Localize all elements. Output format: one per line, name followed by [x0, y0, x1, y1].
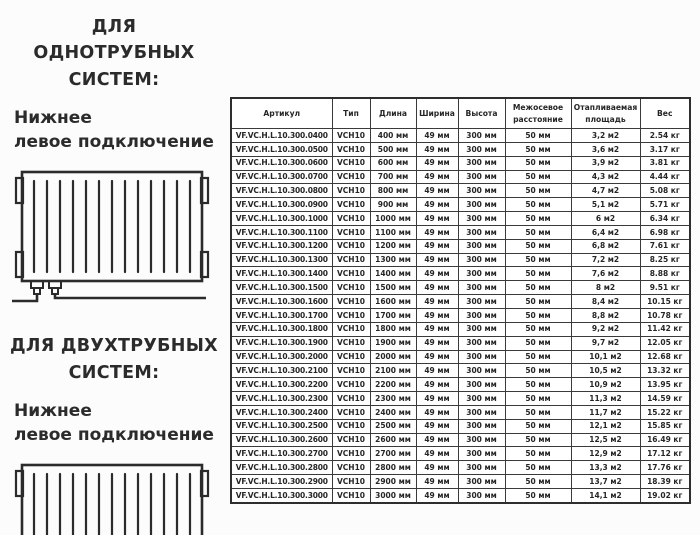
cell-type: VCH10: [332, 184, 370, 198]
cell-heated_area: 6,4 м2: [571, 225, 640, 239]
cell-length: 500 мм: [370, 142, 416, 156]
spec-table: [230, 97, 691, 504]
table-row: [231, 308, 690, 322]
table-row: [231, 350, 690, 364]
cell-weight: 3.81 кг: [640, 156, 690, 170]
cell-axis_distance: 50 мм: [505, 212, 571, 226]
cell-width: 49 мм: [416, 129, 458, 143]
cell-axis_distance: 50 мм: [505, 488, 571, 502]
cell-article: VF.VC.H.L.10.300.1600: [231, 295, 332, 309]
cell-height: 300 мм: [458, 142, 505, 156]
cell-width: 49 мм: [416, 405, 458, 419]
left-panel: [8, 10, 220, 535]
cell-length: 2400 мм: [370, 405, 416, 419]
single-pipe-diagram-wrap: [10, 160, 220, 307]
cell-article: VF.VC.H.L.10.300.1400: [231, 267, 332, 281]
cell-length: 1900 мм: [370, 336, 416, 350]
cell-type: VCH10: [332, 336, 370, 350]
cell-width: 49 мм: [416, 253, 458, 267]
cell-type: VCH10: [332, 267, 370, 281]
cell-weight: 7.61 кг: [640, 239, 690, 253]
cell-axis_distance: 50 мм: [505, 170, 571, 184]
cell-type: VCH10: [332, 433, 370, 447]
cell-type: VCH10: [332, 170, 370, 184]
cell-axis_distance: 50 мм: [505, 142, 571, 156]
cell-width: 49 мм: [416, 225, 458, 239]
cell-type: VCH10: [332, 461, 370, 475]
cell-length: 1700 мм: [370, 308, 416, 322]
cell-heated_area: 13,7 м2: [571, 475, 640, 489]
cell-height: 300 мм: [458, 253, 505, 267]
cell-axis_distance: 50 мм: [505, 253, 571, 267]
cell-axis_distance: 50 мм: [505, 322, 571, 336]
cell-width: 49 мм: [416, 378, 458, 392]
cell-length: 1300 мм: [370, 253, 416, 267]
cell-axis_distance: 50 мм: [505, 405, 571, 419]
cell-weight: 6.34 кг: [640, 212, 690, 226]
cell-type: VCH10: [332, 308, 370, 322]
cell-width: 49 мм: [416, 461, 458, 475]
cell-weight: 12.68 кг: [640, 350, 690, 364]
column-header-height: Высота: [458, 98, 505, 129]
cell-weight: 8.88 кг: [640, 267, 690, 281]
cell-weight: 15.22 кг: [640, 405, 690, 419]
cell-weight: 10.78 кг: [640, 308, 690, 322]
table-row: [231, 184, 690, 198]
two-pipe-radiator-diagram: [10, 453, 216, 535]
cell-length: 2700 мм: [370, 447, 416, 461]
cell-height: 300 мм: [458, 212, 505, 226]
cell-type: VCH10: [332, 392, 370, 406]
cell-type: VCH10: [332, 253, 370, 267]
cell-axis_distance: 50 мм: [505, 239, 571, 253]
cell-length: 1100 мм: [370, 225, 416, 239]
table-row: [231, 225, 690, 239]
cell-heated_area: 8 м2: [571, 281, 640, 295]
cell-heated_area: 4,7 м2: [571, 184, 640, 198]
cell-weight: 3.17 кг: [640, 142, 690, 156]
cell-height: 300 мм: [458, 405, 505, 419]
cell-heated_area: 6 м2: [571, 212, 640, 226]
cell-length: 2500 мм: [370, 419, 416, 433]
subheading-line: Нижнее: [14, 400, 92, 421]
cell-article: VF.VC.H.L.10.300.1800: [231, 322, 332, 336]
cell-article: VF.VC.H.L.10.300.0500: [231, 142, 332, 156]
cell-width: 49 мм: [416, 142, 458, 156]
cell-length: 2200 мм: [370, 378, 416, 392]
cell-heated_area: 3,9 м2: [571, 156, 640, 170]
cell-width: 49 мм: [416, 322, 458, 336]
cell-width: 49 мм: [416, 281, 458, 295]
cell-heated_area: 12,1 м2: [571, 419, 640, 433]
cell-axis_distance: 50 мм: [505, 461, 571, 475]
cell-axis_distance: 50 мм: [505, 419, 571, 433]
table-row: [231, 475, 690, 489]
table-row: [231, 322, 690, 336]
table-row: [231, 212, 690, 226]
cell-article: VF.VC.H.L.10.300.0700: [231, 170, 332, 184]
cell-type: VCH10: [332, 488, 370, 502]
table-row: [231, 295, 690, 309]
cell-height: 300 мм: [458, 184, 505, 198]
cell-axis_distance: 50 мм: [505, 281, 571, 295]
cell-height: 300 мм: [458, 156, 505, 170]
cell-article: VF.VC.H.L.10.300.2300: [231, 392, 332, 406]
cell-weight: 18.39 кг: [640, 475, 690, 489]
cell-height: 300 мм: [458, 129, 505, 143]
column-header-length: Длина: [370, 98, 416, 129]
cell-weight: 5.08 кг: [640, 184, 690, 198]
cell-width: 49 мм: [416, 267, 458, 281]
cell-type: VCH10: [332, 212, 370, 226]
cell-type: VCH10: [332, 281, 370, 295]
heading-line: ДЛЯ ДВУХТРУБНЫХ: [10, 336, 218, 357]
cell-length: 2900 мм: [370, 475, 416, 489]
heading-line: СИСТЕМ:: [68, 69, 160, 90]
spec-table-head: [231, 98, 690, 129]
heading-line: ДЛЯ ОДНОТРУБНЫХ: [33, 17, 195, 64]
cell-heated_area: 4,3 м2: [571, 170, 640, 184]
table-row: [231, 267, 690, 281]
cell-heated_area: 9,7 м2: [571, 336, 640, 350]
cell-article: VF.VC.H.L.10.300.2400: [231, 405, 332, 419]
cell-height: 300 мм: [458, 225, 505, 239]
cell-article: VF.VC.H.L.10.300.1000: [231, 212, 332, 226]
table-row: [231, 488, 690, 502]
spec-table-header-row: [231, 98, 690, 129]
cell-heated_area: 14,1 м2: [571, 488, 640, 502]
cell-axis_distance: 50 мм: [505, 184, 571, 198]
table-row: [231, 198, 690, 212]
cell-axis_distance: 50 мм: [505, 378, 571, 392]
cell-weight: 8.25 кг: [640, 253, 690, 267]
cell-axis_distance: 50 мм: [505, 295, 571, 309]
cell-length: 2800 мм: [370, 461, 416, 475]
cell-weight: 14.59 кг: [640, 392, 690, 406]
cell-weight: 15.85 кг: [640, 419, 690, 433]
cell-type: VCH10: [332, 447, 370, 461]
table-row: [231, 281, 690, 295]
two-pipe-section: [8, 333, 220, 535]
table-row: [231, 392, 690, 406]
cell-height: 300 мм: [458, 461, 505, 475]
cell-article: VF.VC.H.L.10.300.2900: [231, 475, 332, 489]
cell-weight: 13.95 кг: [640, 378, 690, 392]
cell-weight: 5.71 кг: [640, 198, 690, 212]
cell-article: VF.VC.H.L.10.300.3000: [231, 488, 332, 502]
column-header-width: Ширина: [416, 98, 458, 129]
table-row: [231, 170, 690, 184]
cell-article: VF.VC.H.L.10.300.2800: [231, 461, 332, 475]
cell-width: 49 мм: [416, 212, 458, 226]
cell-width: 49 мм: [416, 350, 458, 364]
cell-weight: 16.49 кг: [640, 433, 690, 447]
cell-heated_area: 3,2 м2: [571, 129, 640, 143]
table-row: [231, 405, 690, 419]
cell-width: 49 мм: [416, 308, 458, 322]
cell-height: 300 мм: [458, 281, 505, 295]
cell-article: VF.VC.H.L.10.300.0400: [231, 129, 332, 143]
cell-axis_distance: 50 мм: [505, 392, 571, 406]
single-pipe-lines: [12, 294, 206, 301]
cell-height: 300 мм: [458, 364, 505, 378]
table-row: [231, 253, 690, 267]
cell-weight: 2.54 кг: [640, 129, 690, 143]
table-row: [231, 461, 690, 475]
cell-article: VF.VC.H.L.10.300.0800: [231, 184, 332, 198]
cell-height: 300 мм: [458, 295, 505, 309]
cell-width: 49 мм: [416, 364, 458, 378]
cell-heated_area: 8,4 м2: [571, 295, 640, 309]
cell-width: 49 мм: [416, 475, 458, 489]
cell-heated_area: 10,5 м2: [571, 364, 640, 378]
two-pipe-heading: [8, 333, 220, 386]
subheading-line: левое подключение: [14, 424, 214, 445]
cell-length: 2100 мм: [370, 364, 416, 378]
cell-axis_distance: 50 мм: [505, 336, 571, 350]
cell-type: VCH10: [332, 156, 370, 170]
cell-axis_distance: 50 мм: [505, 156, 571, 170]
cell-heated_area: 10,9 м2: [571, 378, 640, 392]
column-header-weight: Вес: [640, 98, 690, 129]
cell-axis_distance: 50 мм: [505, 225, 571, 239]
cell-heated_area: 7,6 м2: [571, 267, 640, 281]
single-pipe-radiator-diagram: [10, 160, 216, 307]
cell-heated_area: 13,3 м2: [571, 461, 640, 475]
cell-article: VF.VC.H.L.10.300.1100: [231, 225, 332, 239]
cell-article: VF.VC.H.L.10.300.1900: [231, 336, 332, 350]
cell-type: VCH10: [332, 225, 370, 239]
cell-width: 49 мм: [416, 336, 458, 350]
cell-length: 3000 мм: [370, 488, 416, 502]
cell-heated_area: 12,5 м2: [571, 433, 640, 447]
column-header-heated_area: Отапливаемая площадь: [571, 98, 640, 129]
cell-height: 300 мм: [458, 475, 505, 489]
cell-weight: 19.02 кг: [640, 488, 690, 502]
subheading-line: левое подключение: [14, 131, 214, 152]
cell-article: VF.VC.H.L.10.300.2500: [231, 419, 332, 433]
cell-length: 800 мм: [370, 184, 416, 198]
radiator-fins: [34, 181, 190, 272]
cell-weight: 12.05 кг: [640, 336, 690, 350]
cell-width: 49 мм: [416, 392, 458, 406]
cell-length: 2000 мм: [370, 350, 416, 364]
cell-axis_distance: 50 мм: [505, 364, 571, 378]
cell-length: 600 мм: [370, 156, 416, 170]
cell-article: VF.VC.H.L.10.300.2100: [231, 364, 332, 378]
cell-height: 300 мм: [458, 308, 505, 322]
cell-heated_area: 11,7 м2: [571, 405, 640, 419]
column-header-article: Артикул: [231, 98, 332, 129]
cell-length: 1500 мм: [370, 281, 416, 295]
cell-height: 300 мм: [458, 336, 505, 350]
cell-axis_distance: 50 мм: [505, 475, 571, 489]
table-row: [231, 419, 690, 433]
cell-type: VCH10: [332, 142, 370, 156]
cell-article: VF.VC.H.L.10.300.1500: [231, 281, 332, 295]
cell-heated_area: 10,1 м2: [571, 350, 640, 364]
table-row: [231, 156, 690, 170]
cell-type: VCH10: [332, 475, 370, 489]
cell-type: VCH10: [332, 198, 370, 212]
cell-type: VCH10: [332, 364, 370, 378]
cell-axis_distance: 50 мм: [505, 198, 571, 212]
single-pipe-subheading: [14, 107, 220, 155]
cell-weight: 17.76 кг: [640, 461, 690, 475]
cell-type: VCH10: [332, 295, 370, 309]
cell-article: VF.VC.H.L.10.300.2000: [231, 350, 332, 364]
spec-table-body: [231, 129, 690, 503]
cell-heated_area: 12,9 м2: [571, 447, 640, 461]
cell-length: 700 мм: [370, 170, 416, 184]
cell-width: 49 мм: [416, 239, 458, 253]
cell-length: 2300 мм: [370, 392, 416, 406]
cell-height: 300 мм: [458, 433, 505, 447]
cell-article: VF.VC.H.L.10.300.1200: [231, 239, 332, 253]
single-pipe-heading: [8, 14, 220, 93]
cell-axis_distance: 50 мм: [505, 447, 571, 461]
cell-article: VF.VC.H.L.10.300.2600: [231, 433, 332, 447]
cell-width: 49 мм: [416, 447, 458, 461]
cell-length: 1600 мм: [370, 295, 416, 309]
cell-length: 1200 мм: [370, 239, 416, 253]
cell-height: 300 мм: [458, 392, 505, 406]
cell-weight: 10.15 кг: [640, 295, 690, 309]
column-header-type: Тип: [332, 98, 370, 129]
table-row: [231, 129, 690, 143]
cell-axis_distance: 50 мм: [505, 267, 571, 281]
cell-height: 300 мм: [458, 419, 505, 433]
cell-height: 300 мм: [458, 170, 505, 184]
table-row: [231, 336, 690, 350]
cell-weight: 17.12 кг: [640, 447, 690, 461]
cell-weight: 11.42 кг: [640, 322, 690, 336]
cell-length: 2600 мм: [370, 433, 416, 447]
cell-width: 49 мм: [416, 419, 458, 433]
subheading-line: Нижнее: [14, 107, 92, 128]
table-row: [231, 447, 690, 461]
cell-weight: 9.51 кг: [640, 281, 690, 295]
cell-height: 300 мм: [458, 267, 505, 281]
cell-heated_area: 7,2 м2: [571, 253, 640, 267]
cell-height: 300 мм: [458, 488, 505, 502]
cell-type: VCH10: [332, 419, 370, 433]
cell-type: VCH10: [332, 405, 370, 419]
cell-type: VCH10: [332, 129, 370, 143]
cell-height: 300 мм: [458, 322, 505, 336]
two-pipe-diagram-wrap: [10, 453, 220, 535]
column-header-axis_distance: Межосевое расстояние: [505, 98, 571, 129]
cell-width: 49 мм: [416, 170, 458, 184]
cell-length: 1800 мм: [370, 322, 416, 336]
cell-article: VF.VC.H.L.10.300.0900: [231, 198, 332, 212]
cell-article: VF.VC.H.L.10.300.0600: [231, 156, 332, 170]
cell-heated_area: 5,1 м2: [571, 198, 640, 212]
cell-length: 1000 мм: [370, 212, 416, 226]
cell-type: VCH10: [332, 322, 370, 336]
cell-heated_area: 11,3 м2: [571, 392, 640, 406]
cell-width: 49 мм: [416, 156, 458, 170]
cell-height: 300 мм: [458, 447, 505, 461]
cell-axis_distance: 50 мм: [505, 308, 571, 322]
table-row: [231, 142, 690, 156]
cell-article: VF.VC.H.L.10.300.2700: [231, 447, 332, 461]
cell-length: 900 мм: [370, 198, 416, 212]
cell-height: 300 мм: [458, 378, 505, 392]
cell-article: VF.VC.H.L.10.300.1300: [231, 253, 332, 267]
valve-stubs: [31, 281, 61, 294]
cell-type: VCH10: [332, 378, 370, 392]
cell-height: 300 мм: [458, 198, 505, 212]
cell-width: 49 мм: [416, 198, 458, 212]
cell-length: 400 мм: [370, 129, 416, 143]
radiator-fins: [34, 474, 190, 535]
cell-width: 49 мм: [416, 295, 458, 309]
cell-width: 49 мм: [416, 488, 458, 502]
table-row: [231, 239, 690, 253]
cell-axis_distance: 50 мм: [505, 433, 571, 447]
cell-width: 49 мм: [416, 184, 458, 198]
cell-weight: 6.98 кг: [640, 225, 690, 239]
cell-type: VCH10: [332, 350, 370, 364]
cell-weight: 13.32 кг: [640, 364, 690, 378]
table-row: [231, 364, 690, 378]
two-pipe-subheading: [14, 400, 220, 448]
cell-article: VF.VC.H.L.10.300.2200: [231, 378, 332, 392]
cell-heated_area: 6,8 м2: [571, 239, 640, 253]
cell-height: 300 мм: [458, 239, 505, 253]
cell-type: VCH10: [332, 239, 370, 253]
cell-article: VF.VC.H.L.10.300.1700: [231, 308, 332, 322]
cell-height: 300 мм: [458, 350, 505, 364]
table-row: [231, 433, 690, 447]
cell-heated_area: 9,2 м2: [571, 322, 640, 336]
heading-line: СИСТЕМ:: [68, 362, 160, 383]
cell-weight: 4.44 кг: [640, 170, 690, 184]
cell-length: 1400 мм: [370, 267, 416, 281]
table-row: [231, 378, 690, 392]
cell-axis_distance: 50 мм: [505, 350, 571, 364]
cell-heated_area: 8,8 м2: [571, 308, 640, 322]
cell-width: 49 мм: [416, 433, 458, 447]
cell-axis_distance: 50 мм: [505, 129, 571, 143]
single-pipe-section: [8, 14, 220, 307]
cell-heated_area: 3,6 м2: [571, 142, 640, 156]
